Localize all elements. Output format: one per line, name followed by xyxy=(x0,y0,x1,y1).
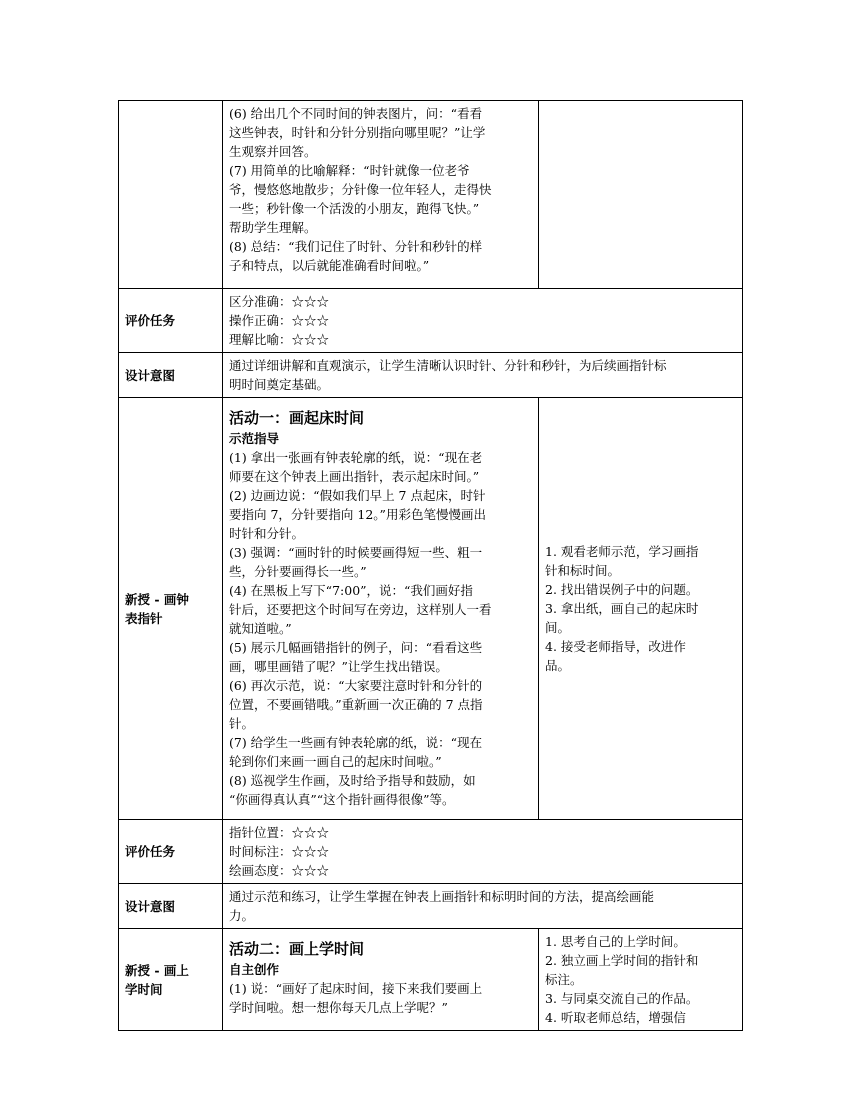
content-line: (4) 在黑板上写下“7:00”，说：“我们画好指 xyxy=(229,583,473,598)
design-intent-label: 设计意图 xyxy=(119,353,223,398)
table-row-evaluation xyxy=(119,820,743,884)
section-label-draw-hands xyxy=(119,398,223,820)
content-line: (6) 给出几个不同时间的钟表图片，问：“看看 xyxy=(229,106,483,121)
content-line: (2) 边画边说：“假如我们早上 7 点起床，时针 xyxy=(229,488,486,503)
activity-title: 活动一：画起床时间 xyxy=(229,409,365,427)
section-label-line: 表指针 xyxy=(125,610,163,626)
student-line: 间。 xyxy=(545,620,571,635)
table-row-activity-one xyxy=(119,398,743,820)
student-activity-cell xyxy=(539,101,743,289)
content-line: 要指向 7，分针要指向 12。”用彩色笔慢慢画出 xyxy=(229,507,486,522)
design-intent-line: 通过详细讲解和直观演示，让学生清晰认识时针、分针和秒针，为后续画指针标 xyxy=(229,358,667,373)
table-row-design-intent xyxy=(119,353,743,398)
evaluation-item: 区分准确：☆☆☆ xyxy=(229,294,330,309)
student-activity-cell xyxy=(539,929,743,1031)
activity-subtitle: 自主创作 xyxy=(229,962,280,977)
design-intent-line: 明时间奠定基础。 xyxy=(229,377,330,392)
teacher-activity-cell xyxy=(223,101,539,289)
evaluation-item: 指针位置：☆☆☆ xyxy=(229,825,330,840)
content-line: 就知道啦。” xyxy=(229,621,292,636)
design-intent-content xyxy=(223,353,743,398)
content-line: (7) 用简单的比喻解释：“时针就像一位老爷 xyxy=(229,163,470,178)
student-line: 1. 观看老师示范，学习画指 xyxy=(545,544,699,559)
empty-label-cell xyxy=(119,101,223,289)
section-label-line: 学时间 xyxy=(125,981,163,997)
teacher-activity-cell xyxy=(223,398,539,820)
content-line: 轮到你们来画一画自己的起床时间啦。” xyxy=(229,754,442,769)
content-line: (1) 拿出一张画有钟表轮廓的纸，说：“现在老 xyxy=(229,450,483,465)
student-line: 品。 xyxy=(545,658,571,673)
content-line: (7) 给学生一些画有钟表轮廓的纸，说：“现在 xyxy=(229,735,483,750)
evaluation-item: 操作正确：☆☆☆ xyxy=(229,313,330,328)
content-line: 师要在这个钟表上画出指针，表示起床时间。” xyxy=(229,469,480,484)
content-line: 针后，还要把这个时间写在旁边，这样别人一看 xyxy=(229,602,492,617)
lesson-plan-table xyxy=(118,100,743,1031)
evaluation-label: 评价任务 xyxy=(119,289,223,353)
content-line: 子和特点，以后就能准确看时间啦。” xyxy=(229,258,430,273)
content-line: 一些；秒针像一个活泼的小朋友，跑得飞快。” xyxy=(229,201,480,216)
content-line: “你画得真认真”“这个指针画得很像”等。 xyxy=(229,792,455,807)
content-line: (8) 巡视学生作画，及时给予指导和鼓励，如 xyxy=(229,773,476,788)
content-line: (6) 再次示范，说：“大家要注意时针和分针的 xyxy=(229,678,483,693)
evaluation-label: 评价任务 xyxy=(119,820,223,884)
evaluation-content xyxy=(223,820,743,884)
table-row-design-intent xyxy=(119,884,743,929)
content-line: (5) 展示几幅画错指针的例子，问：“看看这些 xyxy=(229,640,483,655)
content-line: 爷，慢悠悠地散步；分针像一位年轻人，走得快 xyxy=(229,182,492,197)
evaluation-item: 理解比喻：☆☆☆ xyxy=(229,332,330,347)
content-line: 针。 xyxy=(229,716,255,731)
student-line: 标注。 xyxy=(545,972,583,987)
content-line: 帮助学生理解。 xyxy=(229,220,317,235)
activity-subtitle: 示范指导 xyxy=(229,431,280,446)
content-line: 这些钟表，时针和分针分别指向哪里呢？”让学 xyxy=(229,125,486,140)
section-label-draw-school-time xyxy=(119,929,223,1031)
student-line: 3. 拿出纸，画自己的起床时 xyxy=(545,601,699,616)
student-line: 4. 听取老师总结，增强信 xyxy=(545,1010,686,1025)
content-line: (1) 说：“画好了起床时间，接下来我们要画上 xyxy=(229,981,483,996)
teacher-activity-cell xyxy=(223,929,539,1031)
evaluation-item: 时间标注：☆☆☆ xyxy=(229,844,330,859)
content-line: 画，哪里画错了呢？”让学生找出错误。 xyxy=(229,659,448,674)
student-line: 2. 找出错误例子中的问题。 xyxy=(545,582,699,597)
design-intent-label: 设计意图 xyxy=(119,884,223,929)
design-intent-line: 通过示范和练习，让学生掌握在钟表上画指针和标明时间的方法，提高绘画能 xyxy=(229,889,655,904)
content-line: 位置，不要画错哦。”重新画一次正确的 7 点指 xyxy=(229,697,483,712)
section-label-line: 新授 - 画上 xyxy=(125,962,189,978)
student-line: 1. 思考自己的上学时间。 xyxy=(545,934,686,949)
content-line: 时针和分针。 xyxy=(229,526,305,541)
content-line: 生观察并回答。 xyxy=(229,144,317,159)
table-row-continuation xyxy=(119,101,743,289)
student-line: 4. 接受老师指导，改进作 xyxy=(545,639,686,654)
student-line: 3. 与同桌交流自己的作品。 xyxy=(545,991,699,1006)
content-line: 些，分针要画得长一些。” xyxy=(229,564,367,579)
student-activity-cell xyxy=(539,398,743,820)
design-intent-line: 力。 xyxy=(229,908,255,923)
student-line: 针和标时间。 xyxy=(545,563,621,578)
student-line: 2. 独立画上学时间的指针和 xyxy=(545,953,699,968)
evaluation-item: 绘画态度：☆☆☆ xyxy=(229,863,330,878)
table-row-activity-two xyxy=(119,929,743,1031)
section-label-line: 新授 - 画钟 xyxy=(125,591,189,607)
design-intent-content xyxy=(223,884,743,929)
content-line: (8) 总结：“我们记住了时针、分针和秒针的样 xyxy=(229,239,483,254)
activity-title: 活动二：画上学时间 xyxy=(229,940,365,958)
table-row-evaluation xyxy=(119,289,743,353)
content-line: (3) 强调：“画时针的时候要画得短一些、粗一 xyxy=(229,545,483,560)
evaluation-content xyxy=(223,289,743,353)
content-line: 学时间啦。想一想你每天几点上学呢？” xyxy=(229,1000,448,1015)
